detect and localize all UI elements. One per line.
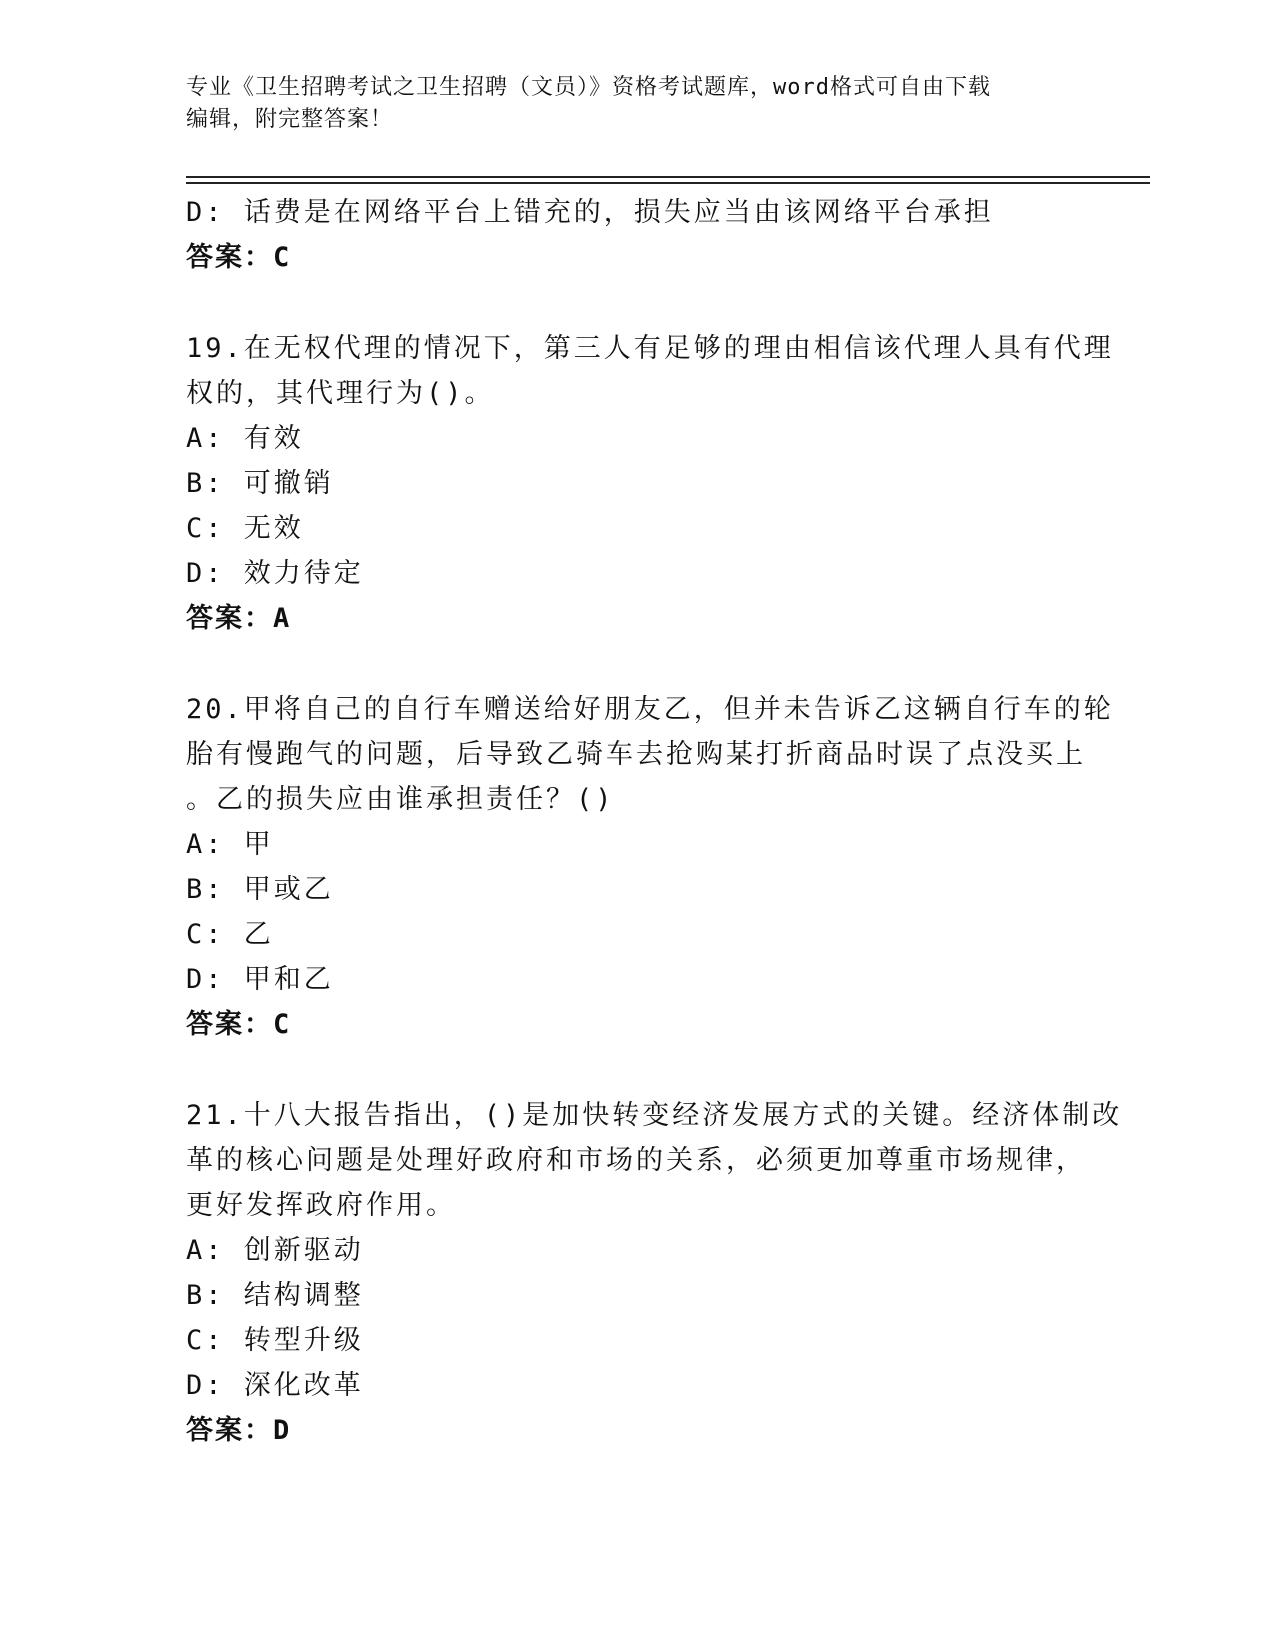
- header-line-2: 编辑，附完整答案！: [186, 107, 394, 132]
- header-divider-top: [186, 176, 1150, 178]
- question-20: [186, 687, 1114, 1047]
- prev-answer: 答案：C: [186, 242, 292, 273]
- document-header: [186, 72, 1066, 136]
- spacer: [186, 280, 1086, 326]
- question-text-line: 20.甲将自己的自行车赠送给好朋友乙，但并未告诉乙这辆自行车的轮: [186, 694, 1114, 725]
- option-c: C: 无效: [186, 513, 304, 544]
- question-text-line: 更好发挥政府作用。: [186, 1190, 456, 1221]
- header-divider-bottom: [186, 182, 1150, 184]
- option-b: B: 可撤销: [186, 468, 334, 499]
- spacer: [186, 641, 1086, 687]
- option-d: D: 效力待定: [186, 558, 364, 589]
- prev-option-d: D: 话费是在网络平台上错充的，损失应当由该网络平台承担: [186, 197, 994, 228]
- option-d: D: 深化改革: [186, 1370, 364, 1401]
- question-content: [186, 190, 1123, 1453]
- option-b: B: 甲或乙: [186, 874, 334, 905]
- answer: 答案：D: [186, 1415, 292, 1446]
- option-a: A: 有效: [186, 423, 304, 454]
- question-19: [186, 326, 1114, 641]
- question-text-line: 权的，其代理行为()。: [186, 378, 495, 409]
- option-a: A: 甲: [186, 829, 274, 860]
- question-text-line: 。乙的损失应由谁承担责任？(): [186, 784, 615, 815]
- answer: 答案：C: [186, 1009, 292, 1040]
- option-c: C: 转型升级: [186, 1325, 364, 1356]
- question-text-line: 21.十八大报告指出，()是加快转变经济发展方式的关键。经济体制改: [186, 1100, 1123, 1131]
- option-a: A: 创新驱动: [186, 1235, 364, 1266]
- question-text-line: 胎有慢跑气的问题，后导致乙骑车去抢购某打折商品时误了点没买上: [186, 739, 1086, 770]
- answer: 答案：A: [186, 603, 292, 634]
- option-d: D: 甲和乙: [186, 964, 334, 995]
- spacer: [186, 1047, 1086, 1093]
- option-b: B: 结构调整: [186, 1280, 364, 1311]
- option-c: C: 乙: [186, 919, 274, 950]
- question-21: [186, 1093, 1123, 1453]
- question-text-line: 革的核心问题是处理好政府和市场的关系，必须更加尊重市场规律，: [186, 1145, 1086, 1176]
- question-text-line: 19.在无权代理的情况下，第三人有足够的理由相信该代理人具有代理: [186, 333, 1114, 364]
- header-line-1: 专业《卫生招聘考试之卫生招聘（文员）》资格考试题库，word格式可自由下载: [186, 75, 991, 100]
